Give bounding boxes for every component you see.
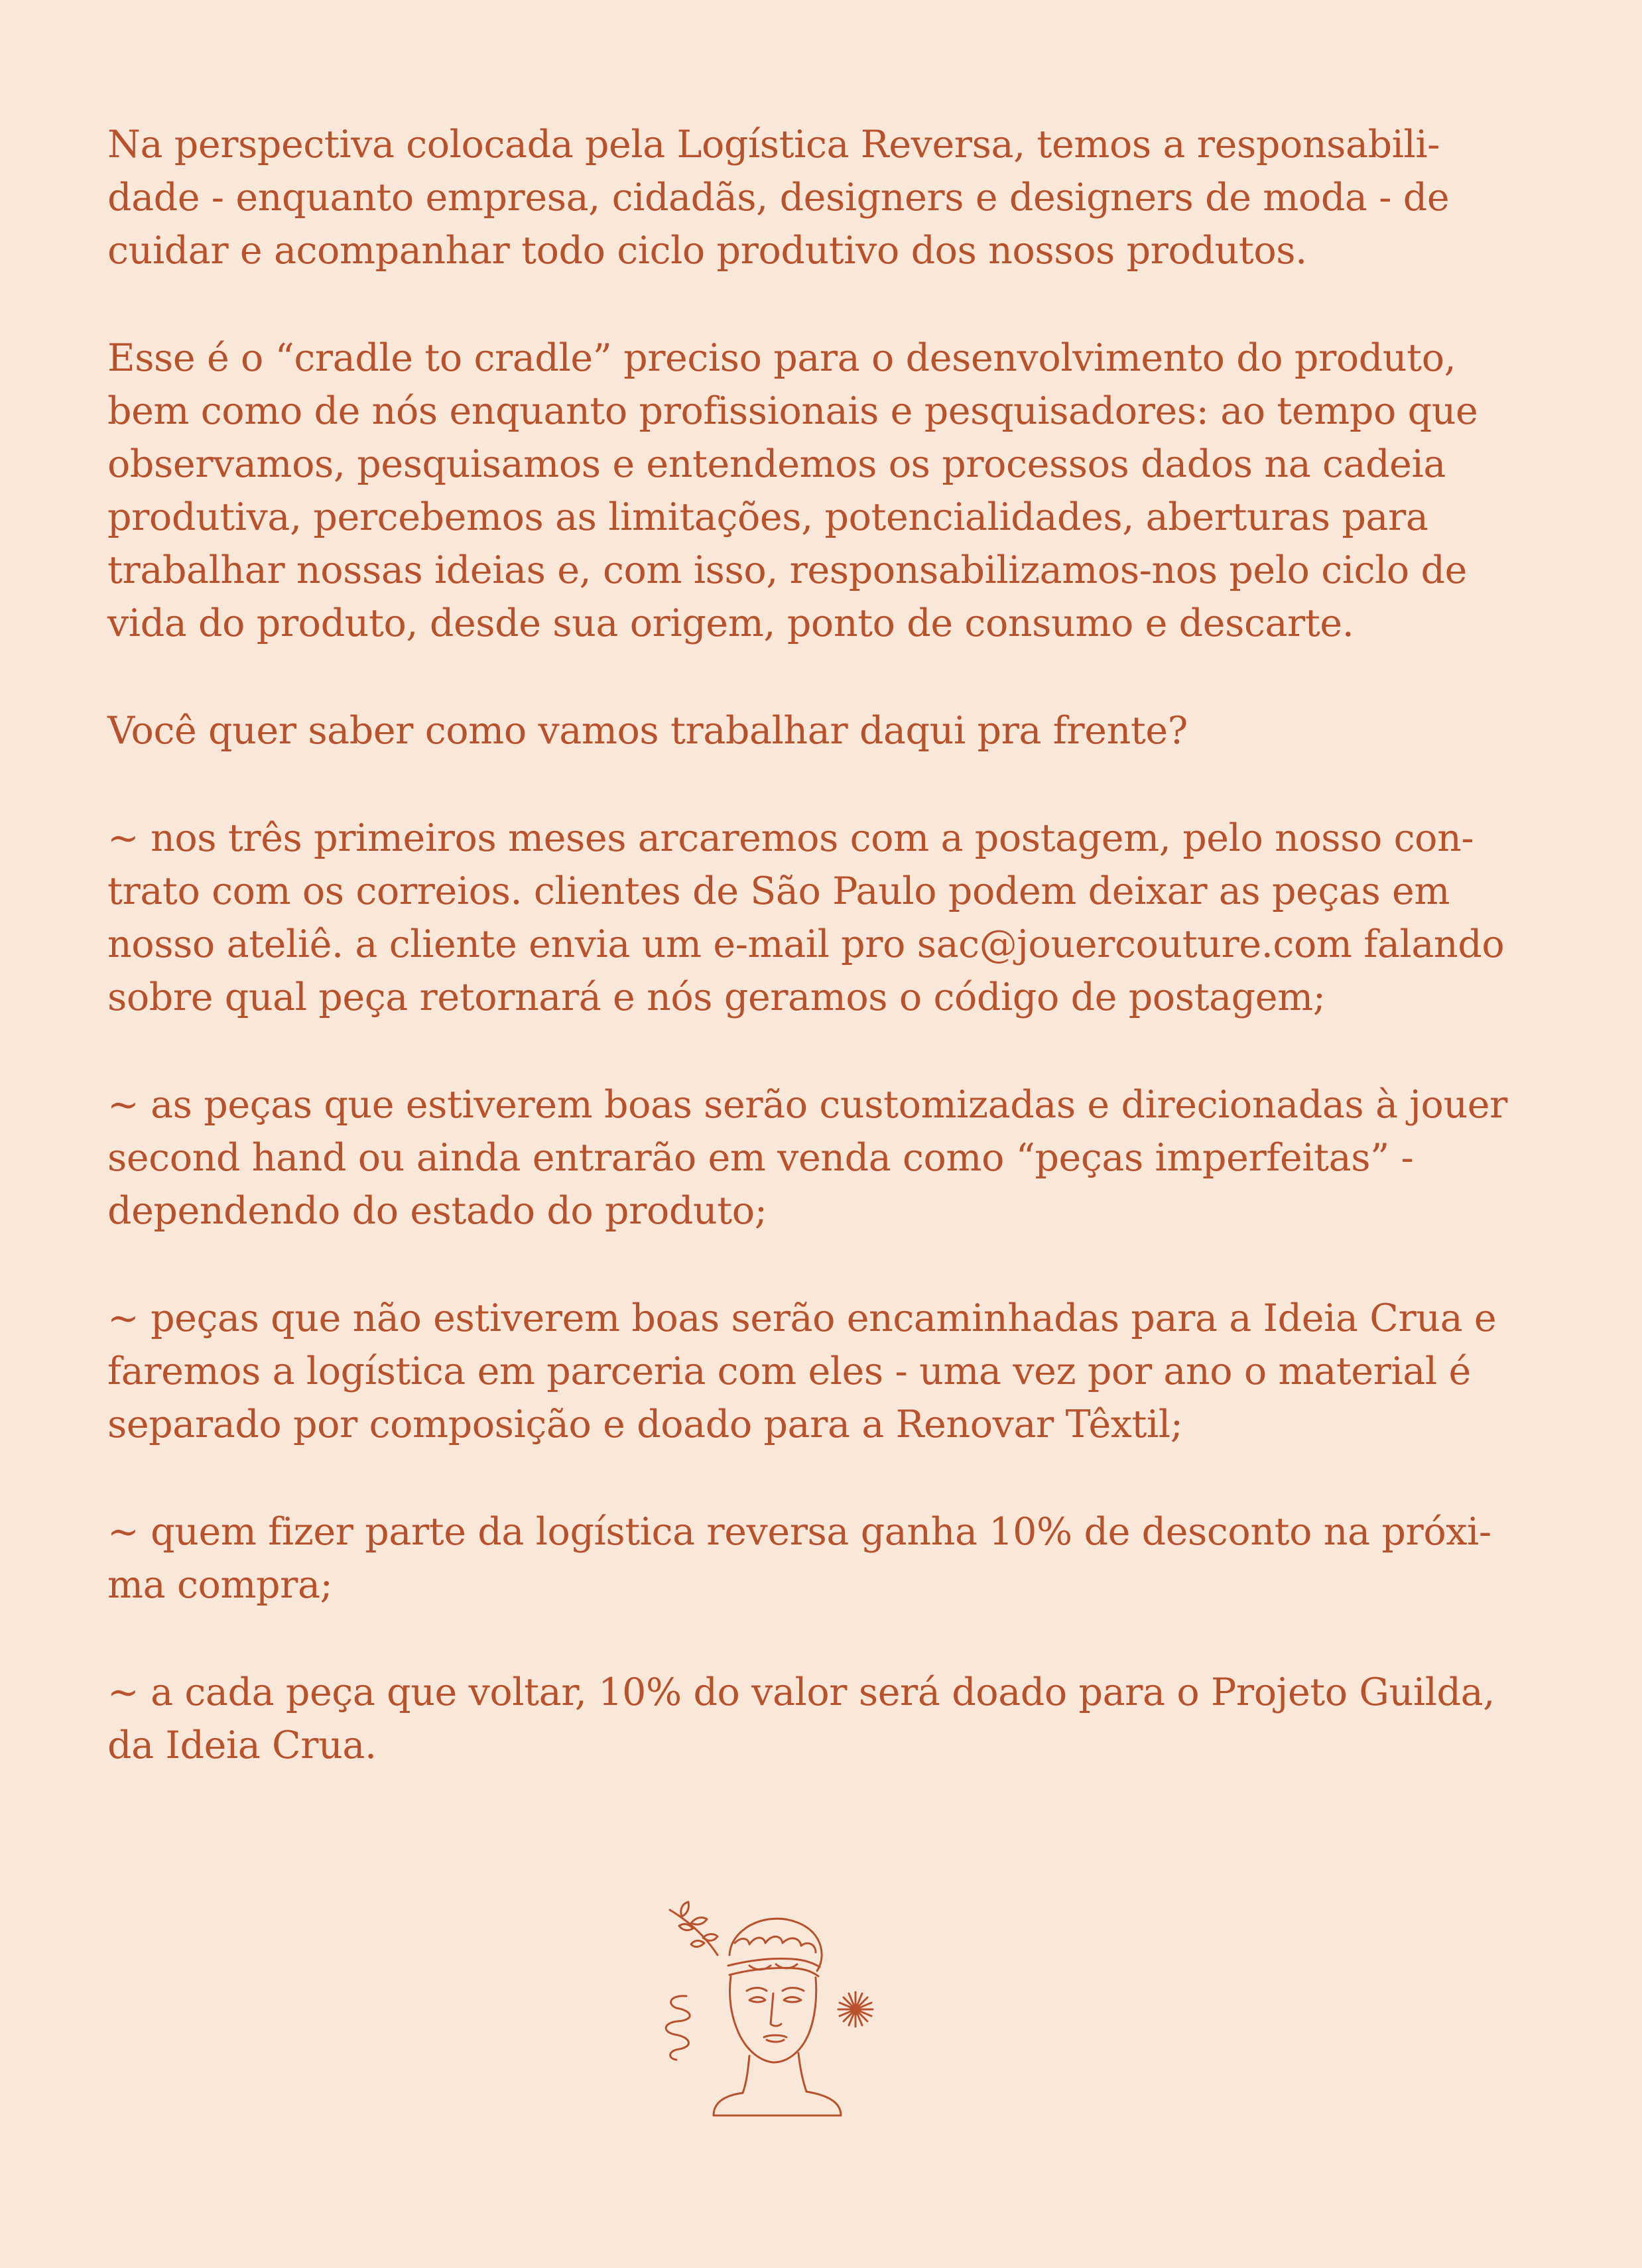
text-line: Na perspectiva colocada pela Logística Reversa, temos a responsabili- — [107, 123, 1440, 166]
paragraph-postagem — [107, 812, 1553, 1024]
text-line: bem como de nós enquanto profissionais e pesquisadores: ao tempo que — [107, 389, 1478, 433]
paragraph-desconto — [107, 1505, 1553, 1611]
text-line: ~ quem fizer parte da logística reversa ganha 10% de desconto na próxi- — [107, 1510, 1491, 1554]
text-line: nosso ateliê. a cliente envia um e-mail pro sac@jouercouture.com falando — [107, 922, 1505, 966]
text-line: Você quer saber como vamos trabalhar daqui pra frente? — [107, 709, 1188, 753]
body-text — [107, 118, 1553, 1826]
greek-bust-icon — [657, 1897, 895, 2122]
paragraph-doacao — [107, 1666, 1553, 1772]
text-line: ~ a cada peça que voltar, 10% do valor será doado para o Projeto Guilda, — [107, 1670, 1495, 1714]
text-line: da Ideia Crua. — [107, 1724, 377, 1767]
paragraph-pecas-boas — [107, 1078, 1553, 1237]
paragraph-logistica-reversa — [107, 118, 1553, 277]
text-line: trabalhar nossas ideias e, com isso, responsabilizamos-nos pelo ciclo de — [107, 548, 1467, 592]
text-line: cuidar e acompanhar todo ciclo produtivo dos nossos produtos. — [107, 229, 1307, 273]
text-line: trato com os correios. clientes de São Paulo podem deixar as peças em — [107, 869, 1450, 913]
text-line: dade - enquanto empresa, cidadãs, designers e designers de moda - de — [107, 176, 1450, 220]
text-line: ~ nos três primeiros meses arcaremos com a postagem, pelo nosso con- — [107, 816, 1474, 860]
paragraph-cradle-to-cradle — [107, 332, 1553, 650]
paragraph-question — [107, 704, 1553, 757]
text-line: ~ as peças que estiverem boas serão customizadas e direcionadas à jouer — [107, 1083, 1507, 1127]
text-line: sobre qual peça retornará e nós geramos o código de postagem; — [107, 976, 1326, 1019]
text-line: ~ peças que não estiverem boas serão encaminhadas para a Ideia Crua e — [107, 1296, 1497, 1340]
text-line: faremos a logística em parceria com eles - uma vez por ano o material é — [107, 1350, 1471, 1393]
text-line: Esse é o “cradle to cradle” preciso para o desenvolvimento do produto, — [107, 336, 1456, 380]
paragraph-pecas-nao-boas — [107, 1292, 1553, 1451]
text-line: observamos, pesquisamos e entendemos os processos dados na cadeia — [107, 442, 1446, 486]
text-line: produtiva, percebemos as limitações, potencialidades, aberturas para — [107, 495, 1428, 539]
text-line: ma compra; — [107, 1563, 333, 1607]
text-line: dependendo do estado do produto; — [107, 1189, 767, 1233]
text-line: second hand ou ainda entrarão em venda como “peças imperfeitas” - — [107, 1136, 1414, 1180]
text-line: vida do produto, desde sua origem, ponto de consumo e descarte. — [107, 601, 1354, 645]
text-line: separado por composição e doado para a Renovar Têxtil; — [107, 1403, 1183, 1446]
